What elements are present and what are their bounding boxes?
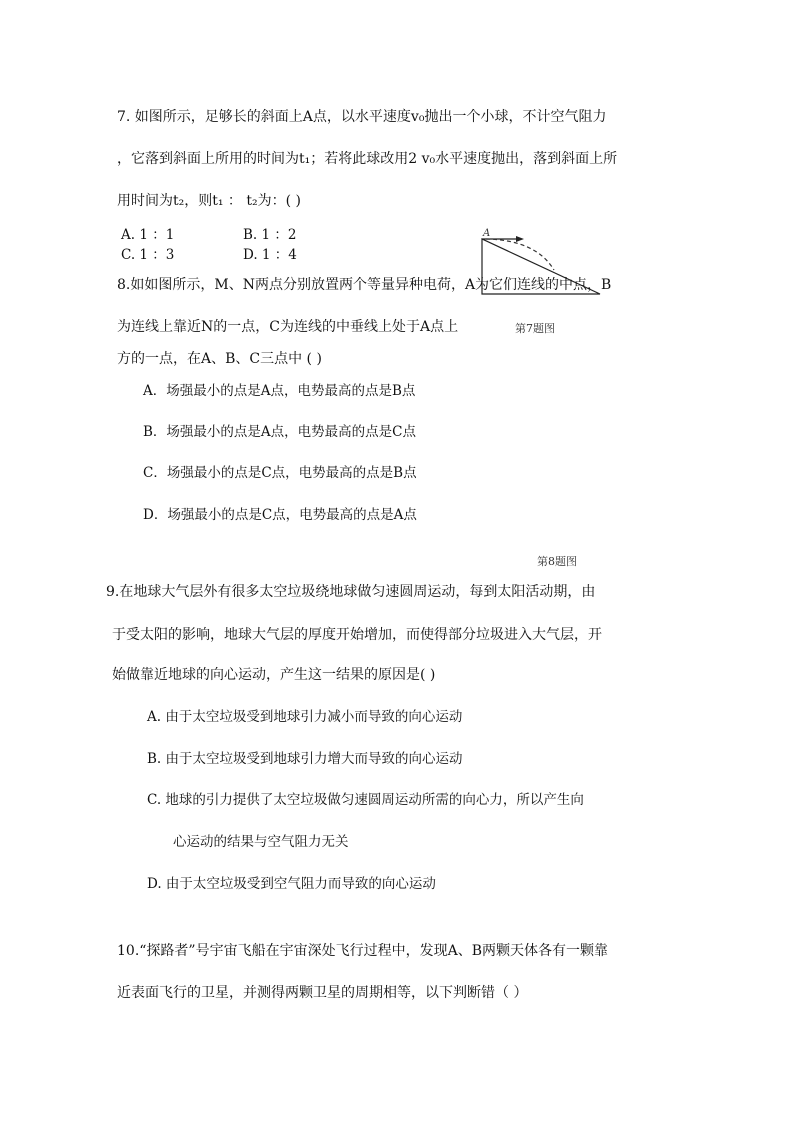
- q8-option-c: C．场强最小的点是C点，电势最高的点是B点: [143, 465, 417, 481]
- q10-line-2: 近表面飞行的卫星，并测得两颗卫星的周期相等，以下判断错（ ）: [117, 985, 528, 1001]
- q8-line-1: 8.如如图所示，M、N两点分别放置两个等量异种电荷，A为它们连线的中点，B: [117, 277, 612, 293]
- q8-line-3: 方的一点，在A、B、C三点中 ( ): [117, 351, 322, 367]
- q9-line-2: 于受太阳的影响，地球大气层的厚度开始增加，而使得部分垃圾进入大气层，开: [112, 627, 602, 643]
- trajectory-curve: [486, 239, 554, 270]
- q9-option-d: D. 由于太空垃圾受到空气阻力而导致的向心运动: [147, 876, 436, 892]
- q7-option-a: A. 1 ：1: [121, 227, 175, 243]
- q8-option-a: A．场强最小的点是A点，电势最高的点是B点: [143, 383, 416, 399]
- q7-option-b: B. 1 ：2: [243, 227, 297, 243]
- q8-line-2: 为连线上靠近N的一点，C为连线的中垂线上处于A点上: [117, 319, 459, 335]
- q9-option-b: B. 由于太空垃圾受到地球引力增大而导致的向心运动: [147, 751, 463, 767]
- q9-option-c: C. 地球的引力提供了太空垃圾做匀速圆周运动所需的向心力，所以产生向: [147, 792, 584, 808]
- q9-line-3: 始做靠近地球的向心运动，产生这一结果的原因是( ): [112, 667, 436, 683]
- q7-figure-caption: 第7题图: [515, 322, 555, 335]
- q7-option-d: D. 1 ：4: [243, 247, 297, 263]
- q9-option-a: A. 由于太空垃圾受到地球引力减小而导致的向心运动: [147, 709, 463, 725]
- q10-line-1: 10.“探路者”号宇宙飞船在宇宙深处飞行过程中，发现A、B两颗天体各有一颗靠: [117, 943, 608, 959]
- q8-option-b: B．场强最小的点是A点，电势最高的点是C点: [143, 424, 416, 440]
- q7-line-1: 7. 如图所示，足够长的斜面上A点，以水平速度v₀抛出一个小球，不计空气阻力: [117, 109, 607, 125]
- q7-figure-point-label: A: [483, 228, 491, 239]
- arrowhead: [516, 236, 524, 242]
- q7-option-c: C. 1 ：3: [121, 247, 175, 263]
- q7-line-3: 用时间为t₂，则t₁ ： t₂为：( ): [117, 193, 301, 209]
- q8-option-d: D．场强最小的点是C点，电势最高的点是A点: [143, 507, 417, 523]
- q9-option-c-continued: 心运动的结果与空气阻力无关: [173, 834, 349, 850]
- q8-figure-caption: 第8题图: [537, 555, 577, 568]
- q9-line-1: 9.在地球大气层外有很多太空垃圾绕地球做匀速圆周运动，每到太阳活动期，由: [106, 584, 596, 600]
- q7-line-2: ，它落到斜面上所用的时间为t₁；若将此球改用2 v₀水平速度抛出，落到斜面上所: [117, 151, 618, 167]
